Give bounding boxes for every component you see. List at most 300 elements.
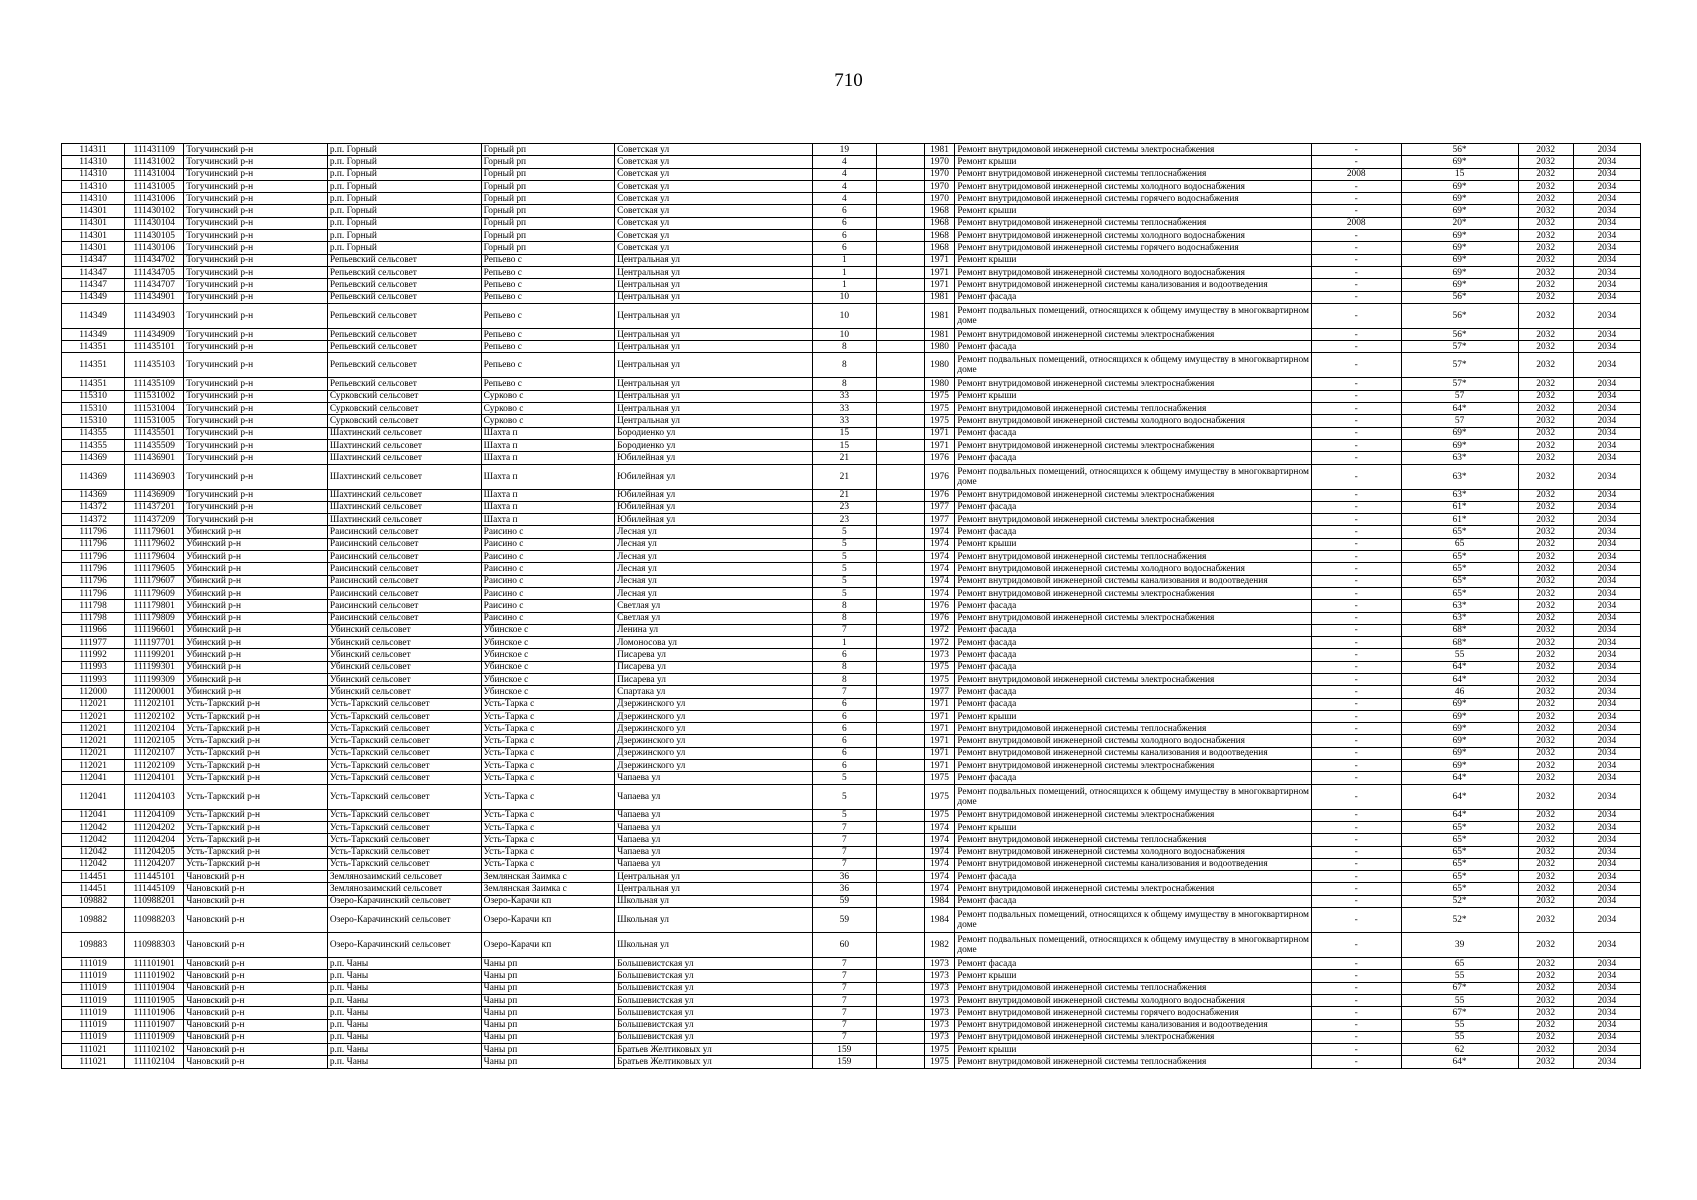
cell-house-number: 23 (812, 501, 876, 513)
cell-work-id: 111434707 (125, 279, 184, 291)
cell-wear-percent: 65* (1401, 563, 1518, 575)
table-row (62, 637, 1641, 649)
cell-wear-percent: 65* (1401, 858, 1518, 870)
cell-year-built: 1973 (924, 1007, 955, 1019)
cell-district: Чановский р-н (184, 970, 328, 982)
cell-work-id: 111434705 (125, 266, 184, 278)
cell-year-built: 1973 (924, 982, 955, 994)
cell-end-year: 2034 (1573, 427, 1640, 439)
cell-house-id: 114451 (62, 871, 125, 883)
cell-house-id: 112021 (62, 723, 125, 735)
cell-settlement: Раисино с (481, 612, 614, 624)
cell-work-id: 111101909 (125, 1031, 184, 1043)
cell-work-id: 111436909 (125, 489, 184, 501)
cell-start-year: 2032 (1518, 958, 1573, 970)
cell-settlement: Чаны рп (481, 1019, 614, 1031)
table-row (62, 193, 1641, 205)
cell-year-built: 1971 (924, 723, 955, 735)
cell-house-number: 6 (812, 205, 876, 217)
cell-work-type: Ремонт подвальных помещений, относящихся к общему имуществу в многоквартирном доме (955, 353, 1312, 378)
cell-settlement: Чаны рп (481, 1031, 614, 1043)
cell-work-id: 111101907 (125, 1019, 184, 1031)
cell-work-type: Ремонт внутридомовой инженерной системы холодного водоснабжения (955, 180, 1312, 192)
cell-year-built: 1973 (924, 958, 955, 970)
cell-end-year: 2034 (1573, 328, 1640, 340)
cell-work-id: 111431004 (125, 168, 184, 180)
cell-house-number: 8 (812, 600, 876, 612)
cell-work-type: Ремонт внутридомовой инженерной системы теплоснабжения (955, 834, 1312, 846)
cell-end-year: 2034 (1573, 514, 1640, 526)
cell-settlement: Репьево с (481, 279, 614, 291)
cell-start-year: 2032 (1518, 612, 1573, 624)
cell-last-repair-year: 2008 (1311, 217, 1401, 229)
cell-wear-percent: 64* (1401, 772, 1518, 784)
cell-wear-percent: 65* (1401, 871, 1518, 883)
cell-wear-percent: 63* (1401, 464, 1518, 489)
table-row (62, 834, 1641, 846)
cell-house-id: 111019 (62, 982, 125, 994)
cell-street: Советская ул (615, 193, 813, 205)
cell-building (876, 144, 924, 156)
cell-settlement: Шахта п (481, 439, 614, 451)
cell-building (876, 230, 924, 242)
cell-building (876, 180, 924, 192)
cell-work-type: Ремонт внутридомовой инженерной системы канализования и водоотведения (955, 747, 1312, 759)
cell-work-id: 111179602 (125, 538, 184, 550)
cell-work-id: 111431002 (125, 156, 184, 168)
cell-house-number: 1 (812, 637, 876, 649)
cell-work-type: Ремонт внутридомовой инженерной системы холодного водоснабжения (955, 415, 1312, 427)
cell-house-id: 111796 (62, 538, 125, 550)
cell-municipality: Убинский сельсовет (327, 686, 481, 698)
cell-work-id: 111436903 (125, 464, 184, 489)
cell-municipality: р.п. Горный (327, 193, 481, 205)
cell-last-repair-year: - (1311, 600, 1401, 612)
cell-building (876, 538, 924, 550)
cell-house-id: 112021 (62, 735, 125, 747)
cell-building (876, 637, 924, 649)
cell-street: Чапаева ул (615, 784, 813, 809)
cell-start-year: 2032 (1518, 760, 1573, 772)
cell-house-id: 111019 (62, 1007, 125, 1019)
cell-municipality: р.п. Горный (327, 242, 481, 254)
cell-house-number: 1 (812, 254, 876, 266)
cell-year-built: 1971 (924, 427, 955, 439)
cell-street: Советская ул (615, 156, 813, 168)
cell-work-id: 111202101 (125, 698, 184, 710)
cell-street: Школьная ул (615, 908, 813, 933)
cell-wear-percent: 65 (1401, 958, 1518, 970)
cell-last-repair-year: - (1311, 390, 1401, 402)
cell-end-year: 2034 (1573, 230, 1640, 242)
cell-last-repair-year: - (1311, 994, 1401, 1006)
cell-district: Убинский р-н (184, 661, 328, 673)
cell-municipality: Землянозаимский сельсовет (327, 871, 481, 883)
cell-house-number: 10 (812, 328, 876, 340)
cell-settlement: Репьево с (481, 341, 614, 353)
cell-street: Дзержинского ул (615, 735, 813, 747)
cell-district: Тогучинский р-н (184, 328, 328, 340)
cell-district: Тогучинский р-н (184, 230, 328, 242)
cell-year-built: 1971 (924, 747, 955, 759)
cell-street: Писарева ул (615, 649, 813, 661)
cell-house-id: 114301 (62, 242, 125, 254)
cell-district: Тогучинский р-н (184, 341, 328, 353)
cell-year-built: 1970 (924, 193, 955, 205)
cell-year-built: 1971 (924, 735, 955, 747)
cell-street: Школьная ул (615, 933, 813, 958)
cell-year-built: 1975 (924, 415, 955, 427)
cell-street: Центральная ул (615, 328, 813, 340)
cell-municipality: Шахтинский сельсовет (327, 489, 481, 501)
cell-house-id: 114369 (62, 464, 125, 489)
cell-start-year: 2032 (1518, 378, 1573, 390)
cell-start-year: 2032 (1518, 883, 1573, 895)
cell-year-built: 1977 (924, 514, 955, 526)
cell-start-year: 2032 (1518, 328, 1573, 340)
cell-municipality: Раисинский сельсовет (327, 551, 481, 563)
cell-building (876, 895, 924, 907)
cell-house-id: 109882 (62, 895, 125, 907)
cell-district: Усть-Таркский р-н (184, 846, 328, 858)
cell-house-id: 111798 (62, 612, 125, 624)
cell-building (876, 279, 924, 291)
cell-wear-percent: 56* (1401, 144, 1518, 156)
cell-building (876, 575, 924, 587)
cell-settlement: Репьево с (481, 266, 614, 278)
table-row (62, 1007, 1641, 1019)
cell-work-id: 111445109 (125, 883, 184, 895)
cell-wear-percent: 57* (1401, 378, 1518, 390)
cell-wear-percent: 56* (1401, 291, 1518, 303)
table-row (62, 168, 1641, 180)
cell-work-type: Ремонт внутридомовой инженерной системы холодного водоснабжения (955, 230, 1312, 242)
table-row (62, 1031, 1641, 1043)
table-row (62, 180, 1641, 192)
cell-end-year: 2034 (1573, 1056, 1640, 1068)
cell-end-year: 2034 (1573, 883, 1640, 895)
cell-start-year: 2032 (1518, 291, 1573, 303)
cell-street: Большевистская ул (615, 958, 813, 970)
cell-work-type: Ремонт фасада (955, 501, 1312, 513)
cell-settlement: Горный рп (481, 168, 614, 180)
cell-house-id: 114369 (62, 489, 125, 501)
cell-year-built: 1970 (924, 180, 955, 192)
cell-district: Чановский р-н (184, 1007, 328, 1019)
cell-municipality: р.п. Горный (327, 168, 481, 180)
cell-building (876, 341, 924, 353)
cell-house-number: 7 (812, 1031, 876, 1043)
cell-building (876, 217, 924, 229)
cell-work-id: 111101905 (125, 994, 184, 1006)
cell-building (876, 168, 924, 180)
cell-municipality: р.п. Горный (327, 156, 481, 168)
cell-year-built: 1981 (924, 291, 955, 303)
cell-year-built: 1980 (924, 353, 955, 378)
cell-work-id: 111430106 (125, 242, 184, 254)
cell-start-year: 2032 (1518, 747, 1573, 759)
cell-house-id: 114369 (62, 452, 125, 464)
cell-work-id: 111199309 (125, 673, 184, 685)
cell-house-id: 111796 (62, 526, 125, 538)
cell-end-year: 2034 (1573, 698, 1640, 710)
cell-building (876, 612, 924, 624)
cell-last-repair-year: - (1311, 303, 1401, 328)
cell-building (876, 970, 924, 982)
cell-wear-percent: 52* (1401, 908, 1518, 933)
cell-house-number: 4 (812, 193, 876, 205)
cell-end-year: 2034 (1573, 686, 1640, 698)
cell-end-year: 2034 (1573, 871, 1640, 883)
cell-settlement: Горный рп (481, 205, 614, 217)
cell-house-id: 114351 (62, 341, 125, 353)
cell-last-repair-year: - (1311, 1007, 1401, 1019)
cell-work-id: 111431109 (125, 144, 184, 156)
cell-end-year: 2034 (1573, 649, 1640, 661)
table-row (62, 772, 1641, 784)
cell-house-number: 33 (812, 390, 876, 402)
table-row (62, 809, 1641, 821)
cell-end-year: 2034 (1573, 353, 1640, 378)
cell-end-year: 2034 (1573, 747, 1640, 759)
cell-last-repair-year: - (1311, 723, 1401, 735)
cell-last-repair-year: - (1311, 551, 1401, 563)
cell-work-id: 111204204 (125, 834, 184, 846)
cell-end-year: 2034 (1573, 723, 1640, 735)
table-row (62, 649, 1641, 661)
cell-last-repair-year: - (1311, 735, 1401, 747)
cell-work-id: 111202104 (125, 723, 184, 735)
cell-building (876, 809, 924, 821)
cell-year-built: 1974 (924, 846, 955, 858)
cell-work-type: Ремонт фасада (955, 871, 1312, 883)
cell-settlement: Горный рп (481, 242, 614, 254)
cell-house-number: 15 (812, 427, 876, 439)
cell-house-id: 111993 (62, 661, 125, 673)
table-row (62, 883, 1641, 895)
cell-work-id: 111202107 (125, 747, 184, 759)
cell-end-year: 2034 (1573, 205, 1640, 217)
cell-district: Убинский р-н (184, 624, 328, 636)
cell-work-id: 111179601 (125, 526, 184, 538)
cell-start-year: 2032 (1518, 735, 1573, 747)
cell-municipality: Усть-Таркский сельсовет (327, 760, 481, 772)
cell-house-id: 114310 (62, 168, 125, 180)
cell-work-type: Ремонт внутридомовой инженерной системы электроснабжения (955, 760, 1312, 772)
cell-end-year: 2034 (1573, 858, 1640, 870)
cell-start-year: 2032 (1518, 217, 1573, 229)
cell-start-year: 2032 (1518, 784, 1573, 809)
cell-district: Усть-Таркский р-н (184, 821, 328, 833)
cell-wear-percent: 65 (1401, 538, 1518, 550)
cell-house-number: 7 (812, 846, 876, 858)
cell-settlement: Шахта п (481, 464, 614, 489)
cell-house-number: 6 (812, 747, 876, 759)
cell-year-built: 1972 (924, 624, 955, 636)
cell-start-year: 2032 (1518, 994, 1573, 1006)
cell-wear-percent: 64* (1401, 661, 1518, 673)
cell-end-year: 2034 (1573, 982, 1640, 994)
cell-work-id: 111430102 (125, 205, 184, 217)
cell-end-year: 2034 (1573, 341, 1640, 353)
cell-municipality: Шахтинский сельсовет (327, 514, 481, 526)
cell-district: Усть-Таркский р-н (184, 735, 328, 747)
cell-work-id: 111179809 (125, 612, 184, 624)
cell-house-id: 114301 (62, 217, 125, 229)
cell-settlement: Чаны рп (481, 970, 614, 982)
cell-end-year: 2034 (1573, 600, 1640, 612)
table-row (62, 612, 1641, 624)
cell-last-repair-year: - (1311, 895, 1401, 907)
cell-wear-percent: 57 (1401, 390, 1518, 402)
cell-work-type: Ремонт внутридомовой инженерной системы холодного водоснабжения (955, 266, 1312, 278)
cell-work-id: 111435509 (125, 439, 184, 451)
cell-building (876, 1031, 924, 1043)
cell-work-type: Ремонт крыши (955, 821, 1312, 833)
cell-work-type: Ремонт фасада (955, 341, 1312, 353)
cell-street: Чапаева ул (615, 858, 813, 870)
cell-end-year: 2034 (1573, 895, 1640, 907)
cell-work-type: Ремонт внутридомовой инженерной системы теплоснабжения (955, 723, 1312, 735)
cell-last-repair-year: - (1311, 908, 1401, 933)
cell-building (876, 1056, 924, 1068)
cell-street: Лесная ул (615, 563, 813, 575)
cell-house-id: 114355 (62, 427, 125, 439)
cell-house-id: 112041 (62, 784, 125, 809)
cell-year-built: 1975 (924, 403, 955, 415)
cell-district: Тогучинский р-н (184, 489, 328, 501)
cell-street: Центральная ул (615, 378, 813, 390)
table-row (62, 514, 1641, 526)
table-row (62, 994, 1641, 1006)
cell-settlement: Землянская Заимка с (481, 871, 614, 883)
cell-municipality: Землянозаимский сельсовет (327, 883, 481, 895)
cell-street: Центральная ул (615, 254, 813, 266)
cell-settlement: Репьево с (481, 303, 614, 328)
cell-municipality: Репьевский сельсовет (327, 328, 481, 340)
cell-work-id: 111430105 (125, 230, 184, 242)
table-row (62, 1019, 1641, 1031)
cell-street: Большевистская ул (615, 1007, 813, 1019)
cell-house-number: 7 (812, 1019, 876, 1031)
cell-street: Советская ул (615, 230, 813, 242)
cell-settlement: Озеро-Карачи кп (481, 933, 614, 958)
cell-work-type: Ремонт внутридомовой инженерной системы теплоснабжения (955, 168, 1312, 180)
table-row (62, 415, 1641, 427)
cell-house-id: 111992 (62, 649, 125, 661)
cell-work-id: 111435103 (125, 353, 184, 378)
cell-start-year: 2032 (1518, 834, 1573, 846)
cell-wear-percent: 61* (1401, 501, 1518, 513)
cell-building (876, 846, 924, 858)
cell-building (876, 735, 924, 747)
cell-work-id: 111196601 (125, 624, 184, 636)
table-row (62, 1044, 1641, 1056)
cell-settlement: Усть-Тарка с (481, 809, 614, 821)
cell-settlement: Раисино с (481, 600, 614, 612)
cell-municipality: Раисинский сельсовет (327, 600, 481, 612)
cell-house-id: 111796 (62, 587, 125, 599)
cell-street: Юбилейная ул (615, 452, 813, 464)
cell-wear-percent: 69* (1401, 698, 1518, 710)
cell-work-id: 111531004 (125, 403, 184, 415)
cell-district: Тогучинский р-н (184, 415, 328, 427)
cell-house-id: 112042 (62, 821, 125, 833)
cell-house-number: 4 (812, 168, 876, 180)
cell-start-year: 2032 (1518, 144, 1573, 156)
cell-settlement: Горный рп (481, 217, 614, 229)
cell-building (876, 698, 924, 710)
cell-municipality: Убинский сельсовет (327, 624, 481, 636)
cell-street: Советская ул (615, 242, 813, 254)
cell-start-year: 2032 (1518, 895, 1573, 907)
cell-last-repair-year: - (1311, 538, 1401, 550)
cell-house-number: 8 (812, 378, 876, 390)
cell-settlement: Репьево с (481, 328, 614, 340)
cell-work-id: 111204109 (125, 809, 184, 821)
cell-street: Юбилейная ул (615, 489, 813, 501)
cell-house-number: 6 (812, 698, 876, 710)
cell-municipality: Шахтинский сельсовет (327, 452, 481, 464)
cell-wear-percent: 56* (1401, 328, 1518, 340)
cell-house-id: 114372 (62, 501, 125, 513)
cell-house-number: 5 (812, 575, 876, 587)
cell-district: Чановский р-н (184, 982, 328, 994)
cell-building (876, 834, 924, 846)
cell-house-id: 111796 (62, 575, 125, 587)
cell-district: Тогучинский р-н (184, 501, 328, 513)
cell-wear-percent: 57 (1401, 415, 1518, 427)
table-row (62, 587, 1641, 599)
cell-street: Чапаева ул (615, 809, 813, 821)
cell-start-year: 2032 (1518, 1031, 1573, 1043)
cell-district: Убинский р-н (184, 538, 328, 550)
cell-wear-percent: 52* (1401, 895, 1518, 907)
cell-year-built: 1971 (924, 279, 955, 291)
cell-municipality: р.п. Чаны (327, 970, 481, 982)
cell-building (876, 1019, 924, 1031)
cell-work-type: Ремонт подвальных помещений, относящихся к общему имуществу в многоквартирном доме (955, 908, 1312, 933)
cell-municipality: Раисинский сельсовет (327, 563, 481, 575)
cell-work-id: 111179609 (125, 587, 184, 599)
cell-municipality: Раисинский сельсовет (327, 575, 481, 587)
cell-work-type: Ремонт внутридомовой инженерной системы канализования и водоотведения (955, 279, 1312, 291)
cell-year-built: 1976 (924, 612, 955, 624)
cell-municipality: Усть-Таркский сельсовет (327, 772, 481, 784)
cell-year-built: 1980 (924, 378, 955, 390)
cell-building (876, 871, 924, 883)
cell-last-repair-year: - (1311, 933, 1401, 958)
cell-district: Тогучинский р-н (184, 353, 328, 378)
cell-wear-percent: 65* (1401, 575, 1518, 587)
cell-end-year: 2034 (1573, 958, 1640, 970)
cell-work-id: 111101904 (125, 982, 184, 994)
cell-wear-percent: 69* (1401, 279, 1518, 291)
cell-house-number: 8 (812, 673, 876, 685)
cell-building (876, 994, 924, 1006)
cell-street: Чапаева ул (615, 846, 813, 858)
cell-settlement: Шахта п (481, 501, 614, 513)
cell-house-id: 114351 (62, 378, 125, 390)
cell-house-id: 112000 (62, 686, 125, 698)
cell-municipality: Шахтинский сельсовет (327, 501, 481, 513)
cell-house-number: 7 (812, 970, 876, 982)
cell-last-repair-year: - (1311, 489, 1401, 501)
cell-street: Центральная ул (615, 871, 813, 883)
cell-work-type: Ремонт внутридомовой инженерной системы холодного водоснабжения (955, 846, 1312, 858)
cell-start-year: 2032 (1518, 452, 1573, 464)
cell-street: Чапаева ул (615, 772, 813, 784)
